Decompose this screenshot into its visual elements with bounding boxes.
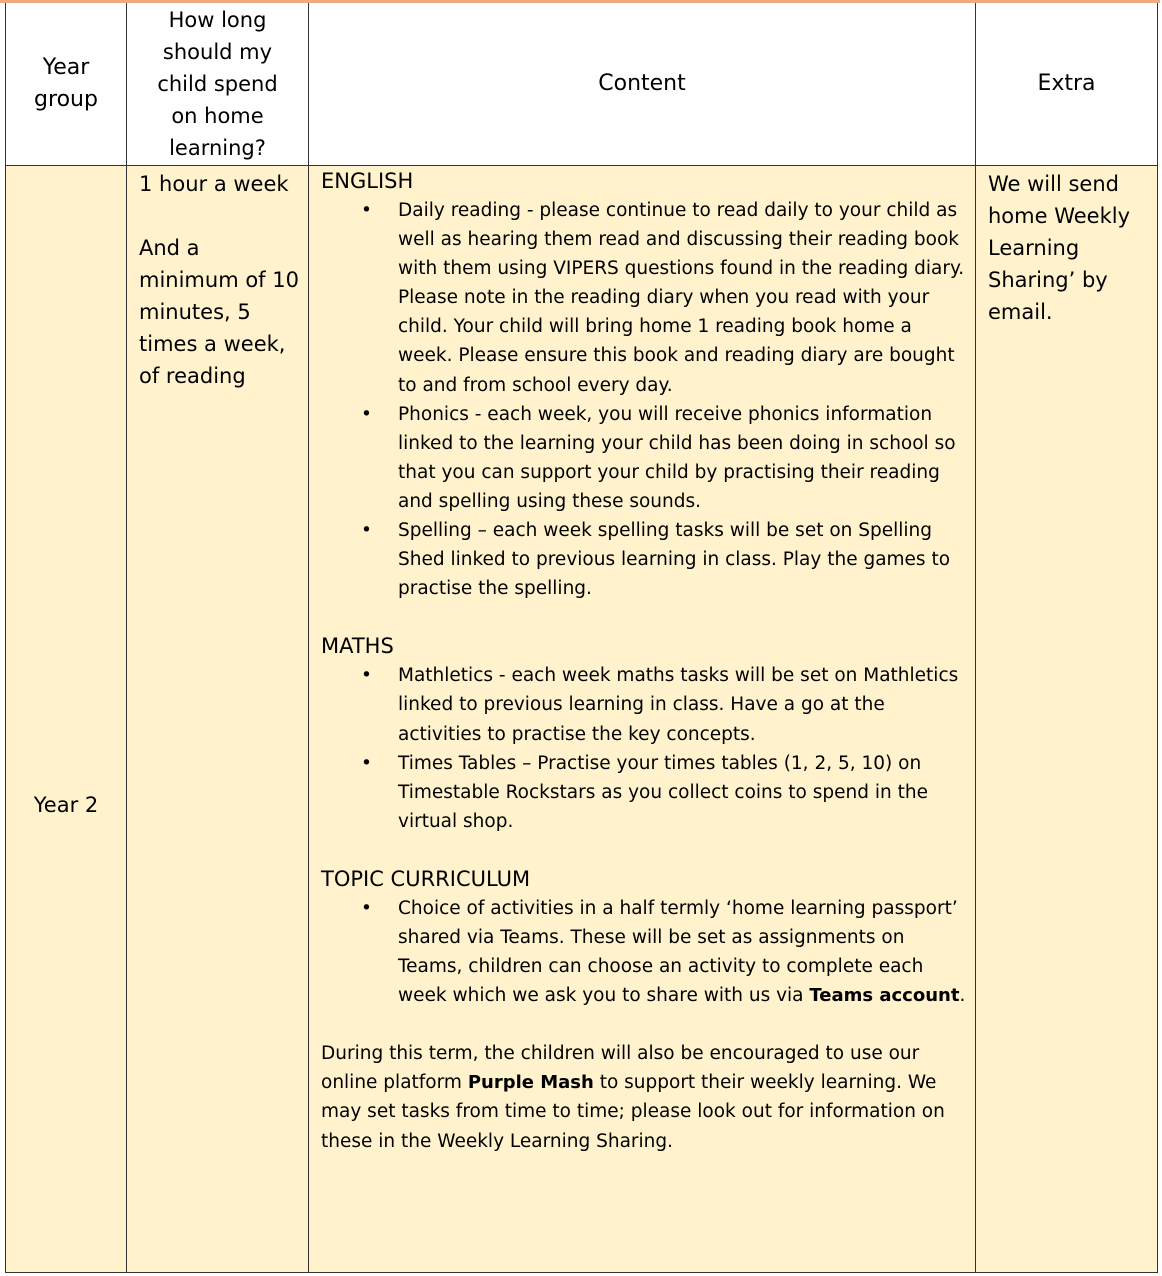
english-title: ENGLISH bbox=[321, 169, 414, 193]
topic-item-end: . bbox=[959, 985, 966, 1007]
english-item-phonics: • Phonics - each week, you will receive phonics information linked to the learning your child has been doing in school so that you can support your child by practising their reading and spelling using these sounds. bbox=[321, 400, 967, 516]
header-extra-label: Extra bbox=[1037, 71, 1096, 96]
header-how-long-label: How long should my child spend on home learning? bbox=[157, 8, 278, 160]
topic-list bbox=[321, 894, 967, 1010]
header-how-long bbox=[126, 3, 308, 166]
closing-part1: During this term, the children will also be encouraged to use our online platform bbox=[321, 1043, 920, 1094]
closing-bold: Purple Mash bbox=[467, 1072, 594, 1094]
maths-list bbox=[321, 661, 967, 836]
header-extra bbox=[975, 3, 1158, 166]
topic-item-text: Choice of activities in a half termly ‘home learning passport’ shared via Teams. These will be set as assignments on Teams, children can choose an activity to complete each week which we ask you to share with us via bbox=[398, 897, 958, 1007]
time-cell bbox=[126, 166, 308, 1273]
header-year-group bbox=[5, 3, 126, 166]
time-weekly: 1 hour a week bbox=[139, 172, 289, 196]
year-cell bbox=[5, 166, 126, 1273]
closing-paragraph bbox=[321, 1039, 967, 1155]
topic-item bbox=[321, 894, 967, 1010]
english-list bbox=[321, 196, 967, 603]
maths-item-times-tables: • Times Tables – Practise your times tables (1, 2, 5, 10) on Timestable Rockstars as you collect coins to spend in the virtual shop. bbox=[321, 749, 967, 836]
english-item-spelling: • Spelling – each week spelling tasks will be set on Spelling Shed linked to previous learning in class. Play the games to practise the spelling. bbox=[321, 516, 967, 603]
topic-title: TOPIC CURRICULUM bbox=[321, 866, 531, 891]
english-item-reading: • Daily reading - please continue to read daily to your child as well as hearing them read and discussing their reading book with them using VIPERS questions found in the reading diary. Please note in the reading diary when you read with your child. Your child will bring home 1 reading book home a week. Please ensure this book and reading diary are bought to and from school every day. bbox=[321, 196, 967, 400]
closing-part2: to support their weekly learning. We may set tasks from time to time; please look out for information on these in the Weekly Learning Sharing. bbox=[321, 1072, 945, 1152]
content-cell bbox=[308, 166, 975, 1273]
extra-cell bbox=[975, 166, 1158, 1273]
maths-title: MATHS bbox=[321, 634, 394, 659]
extra-text: We will send home Weekly Learning Sharing’ by email. bbox=[988, 172, 1131, 324]
maths-item-mathletics: • Mathletics - each week maths tasks will be set on Mathletics linked to previous learning in class. Have a go at the activities to practise the key concepts. bbox=[321, 661, 967, 748]
topic-item-bold: Teams account bbox=[809, 985, 960, 1007]
year-label: Year 2 bbox=[33, 793, 99, 817]
header-year-group-label: Year group bbox=[34, 55, 98, 112]
time-reading: And a minimum of 10 minutes, 5 times a week, of reading bbox=[139, 236, 299, 388]
header-content bbox=[308, 3, 975, 166]
header-content-label: Content bbox=[598, 71, 686, 96]
